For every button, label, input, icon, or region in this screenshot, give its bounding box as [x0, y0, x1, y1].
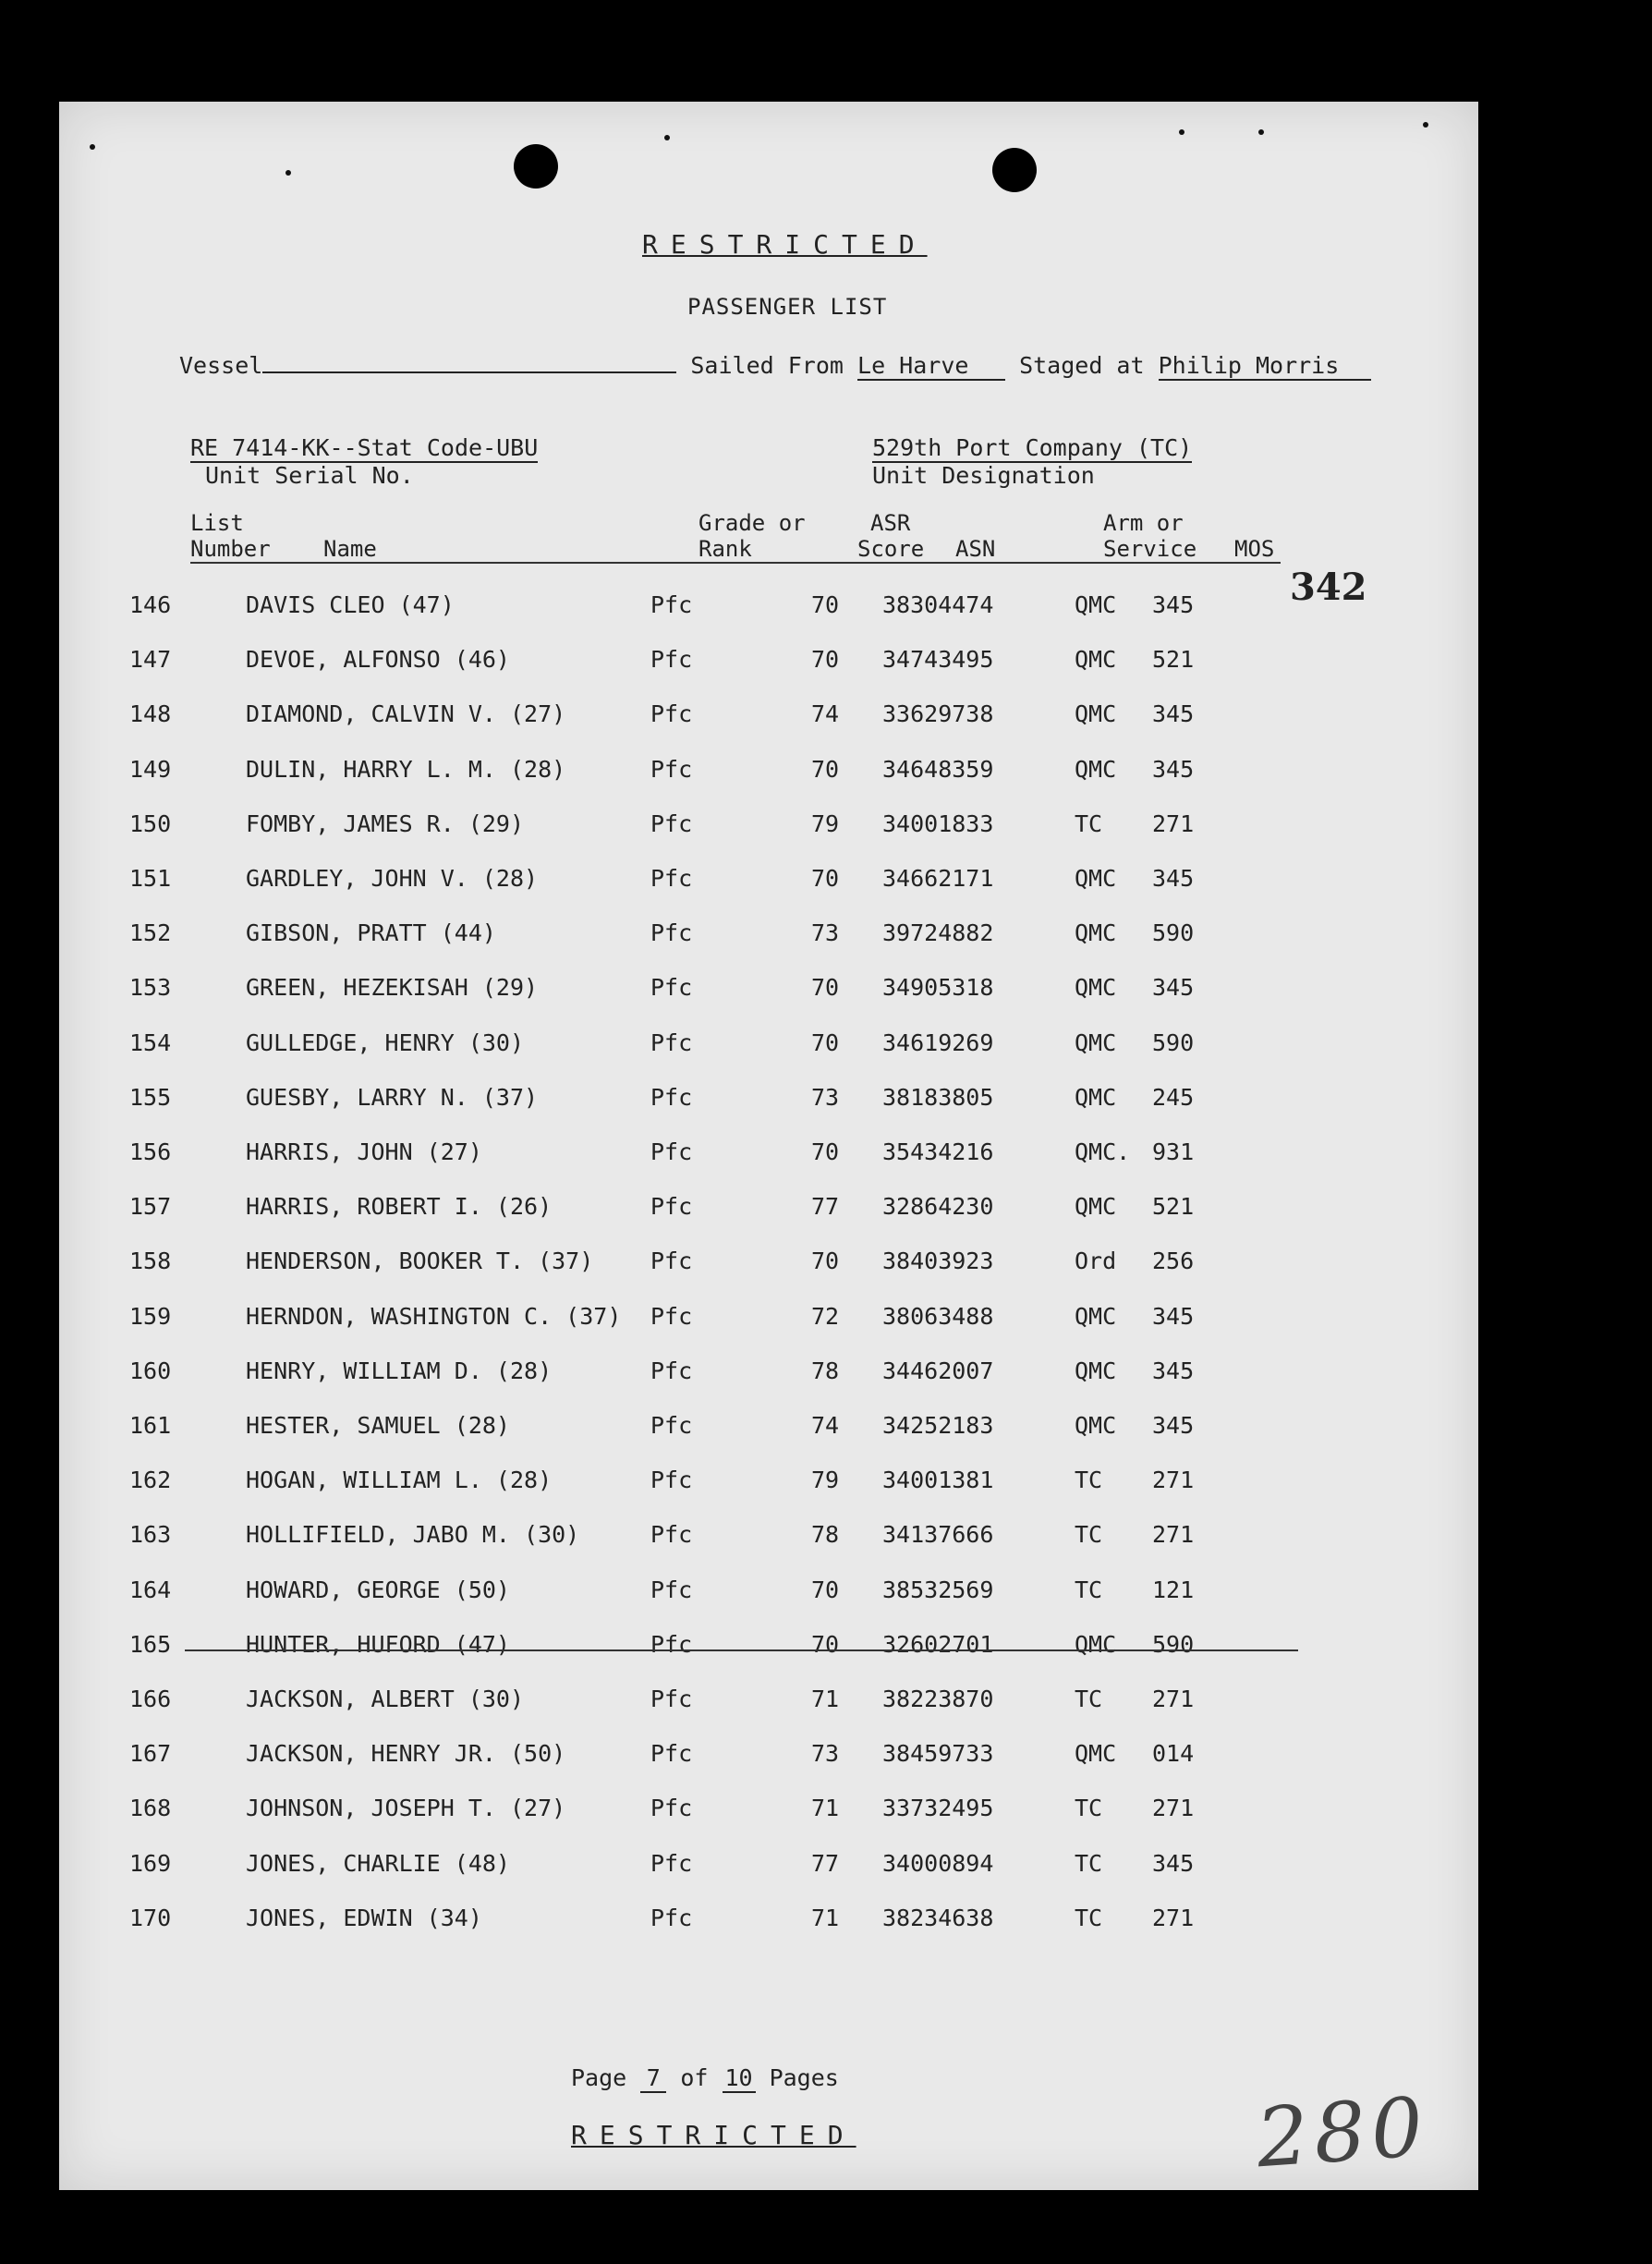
cell-grade: Pfc — [650, 974, 693, 1001]
cell-arm: TC — [1075, 1576, 1103, 1603]
table-row — [0, 810, 1386, 847]
cell-asn: 32602701 — [882, 1631, 994, 1658]
cell-arm: QMC — [1075, 1303, 1117, 1330]
cell-name: HESTER, SAMUEL (28) — [246, 1412, 510, 1439]
cell-name: GUESBY, LARRY N. (37) — [246, 1084, 539, 1111]
cell-asr: 70 — [811, 591, 840, 618]
cell-asr: 70 — [811, 756, 840, 783]
sailed-from-value: Le Harve — [857, 352, 1005, 381]
cell-asn: 38532569 — [882, 1576, 994, 1603]
strikethrough-line — [185, 1649, 1298, 1651]
cell-grade: Pfc — [650, 1412, 693, 1439]
cell-asr: 79 — [811, 810, 840, 837]
cell-num: 159 — [129, 1303, 172, 1330]
vessel-label: Vessel — [179, 352, 263, 379]
cell-grade: Pfc — [650, 1576, 693, 1603]
cell-mos: 345 — [1152, 756, 1195, 783]
handwritten-page-number: 280 — [1253, 2078, 1432, 2186]
cell-arm: QMC — [1075, 1029, 1117, 1056]
cell-asr: 70 — [811, 1248, 840, 1274]
cell-name: GARDLEY, JOHN V. (28) — [246, 865, 539, 892]
page-speck — [664, 135, 670, 140]
cell-num: 155 — [129, 1084, 172, 1111]
cell-grade: Pfc — [650, 1631, 693, 1658]
cell-num: 152 — [129, 919, 172, 946]
cell-asr: 70 — [811, 865, 840, 892]
cell-asn: 38183805 — [882, 1084, 994, 1111]
col-list-number — [190, 510, 271, 562]
table-row — [0, 1905, 1386, 1941]
cell-arm: QMC — [1075, 1412, 1117, 1439]
cell-asr: 71 — [811, 1686, 840, 1712]
cell-asr: 71 — [811, 1795, 840, 1821]
cell-mos: 521 — [1152, 646, 1195, 673]
cell-name: HOGAN, WILLIAM L. (28) — [246, 1467, 553, 1493]
cell-name: JOHNSON, JOSEPH T. (27) — [246, 1795, 566, 1821]
cell-asn: 38403923 — [882, 1248, 994, 1274]
cell-mos: 121 — [1152, 1576, 1195, 1603]
cell-arm: Ord — [1075, 1248, 1117, 1274]
cell-asr: 70 — [811, 1138, 840, 1165]
cell-grade: Pfc — [650, 865, 693, 892]
cell-asr: 73 — [811, 1084, 840, 1111]
cell-num: 149 — [129, 756, 172, 783]
cell-asn: 34648359 — [882, 756, 994, 783]
cell-num: 153 — [129, 974, 172, 1001]
col-asr-line1: ASR — [870, 510, 911, 536]
cell-mos: 590 — [1152, 919, 1195, 946]
cell-arm: TC — [1075, 1905, 1103, 1931]
cell-grade: Pfc — [650, 1303, 693, 1330]
cell-mos: 345 — [1152, 865, 1195, 892]
table-row — [0, 1029, 1386, 1066]
col-list-number-line1: List — [190, 510, 244, 536]
cell-asr: 78 — [811, 1521, 840, 1548]
cell-name: HERNDON, WASHINGTON C. (37) — [246, 1303, 622, 1330]
cell-asr: 70 — [811, 1576, 840, 1603]
cell-arm: QMC — [1075, 646, 1117, 673]
col-arm — [1103, 510, 1196, 562]
cell-grade: Pfc — [650, 1029, 693, 1056]
page-of: of — [680, 2064, 709, 2091]
cell-arm: QMC — [1075, 974, 1117, 1001]
cell-mos: 931 — [1152, 1138, 1195, 1165]
cell-num: 166 — [129, 1686, 172, 1712]
cell-mos: 271 — [1152, 1686, 1195, 1712]
staged-at-value: Philip Morris — [1159, 352, 1371, 381]
cell-grade: Pfc — [650, 1740, 693, 1767]
page-label-prefix: Page — [571, 2064, 627, 2091]
page-speck — [1258, 129, 1264, 135]
cell-name: GULLEDGE, HENRY (30) — [246, 1029, 525, 1056]
cell-name: HUNTER, HUFORD (47) — [246, 1631, 510, 1658]
cell-asn: 38223870 — [882, 1686, 994, 1712]
cell-asr: 70 — [811, 1631, 840, 1658]
cell-asn: 34252183 — [882, 1412, 994, 1439]
cell-arm: QMC. — [1075, 1138, 1131, 1165]
cell-mos: 014 — [1152, 1740, 1195, 1767]
cell-arm: QMC — [1075, 756, 1117, 783]
cell-name: JACKSON, ALBERT (30) — [246, 1686, 525, 1712]
cell-grade: Pfc — [650, 1357, 693, 1384]
table-row — [0, 865, 1386, 902]
cell-mos: 345 — [1152, 700, 1195, 727]
cell-asn: 34905318 — [882, 974, 994, 1001]
col-name: Name — [323, 536, 377, 562]
cell-num: 146 — [129, 591, 172, 618]
col-mos: MOS — [1234, 536, 1275, 562]
table-row — [0, 1357, 1386, 1394]
punch-hole-left — [514, 144, 558, 189]
table-row — [0, 1084, 1386, 1121]
cell-num: 169 — [129, 1850, 172, 1877]
table-row — [0, 1412, 1386, 1449]
cell-asr: 70 — [811, 1029, 840, 1056]
cell-num: 164 — [129, 1576, 172, 1603]
cell-grade: Pfc — [650, 810, 693, 837]
cell-arm: QMC — [1075, 1357, 1117, 1384]
cell-name: DULIN, HARRY L. M. (28) — [246, 756, 566, 783]
col-asr — [857, 510, 924, 562]
table-row — [0, 974, 1386, 1011]
table-row — [0, 1850, 1386, 1887]
cell-name: DEVOE, ALFONSO (46) — [246, 646, 510, 673]
cell-name: HOWARD, GEORGE (50) — [246, 1576, 510, 1603]
cell-arm: TC — [1075, 1795, 1103, 1821]
cell-asn: 35434216 — [882, 1138, 994, 1165]
cell-asn: 33732495 — [882, 1795, 994, 1821]
cell-num: 151 — [129, 865, 172, 892]
cell-mos: 521 — [1152, 1193, 1195, 1220]
table-row — [0, 1795, 1386, 1832]
cell-grade: Pfc — [650, 756, 693, 783]
table-row — [0, 1303, 1386, 1340]
cell-mos: 271 — [1152, 810, 1195, 837]
cell-asr: 78 — [811, 1357, 840, 1384]
table-row — [0, 591, 1386, 628]
cell-mos: 345 — [1152, 1850, 1195, 1877]
cell-num: 160 — [129, 1357, 172, 1384]
restricted-heading-top: RESTRICTED — [642, 229, 928, 260]
table-row — [0, 756, 1386, 793]
cell-asr: 79 — [811, 1467, 840, 1493]
header-rule — [190, 562, 1281, 564]
col-list-number-line2: Number — [190, 536, 271, 562]
cell-arm: QMC — [1075, 865, 1117, 892]
cell-mos: 245 — [1152, 1084, 1195, 1111]
cell-asr: 77 — [811, 1850, 840, 1877]
cell-name: DIAMOND, CALVIN V. (27) — [246, 700, 566, 727]
cell-asn: 34001833 — [882, 810, 994, 837]
punch-hole-right — [992, 148, 1037, 192]
cell-name: HARRIS, ROBERT I. (26) — [246, 1193, 553, 1220]
table-row — [0, 700, 1386, 737]
table-row — [0, 1631, 1386, 1668]
table-row — [0, 1193, 1386, 1230]
col-arm-line2: Service — [1103, 536, 1197, 562]
cell-asn: 32864230 — [882, 1193, 994, 1220]
cell-grade: Pfc — [650, 1905, 693, 1931]
cell-arm: QMC — [1075, 1631, 1117, 1658]
cell-grade: Pfc — [650, 700, 693, 727]
cell-arm: TC — [1075, 1521, 1103, 1548]
cell-asn: 34137666 — [882, 1521, 994, 1548]
cell-mos: 345 — [1152, 1412, 1195, 1439]
page-label-suffix: Pages — [769, 2064, 839, 2091]
unit-designation-label: Unit Designation — [872, 462, 1095, 489]
cell-asr: 77 — [811, 1193, 840, 1220]
cell-arm: QMC — [1075, 591, 1117, 618]
cell-asn: 34662171 — [882, 865, 994, 892]
cell-asr: 73 — [811, 1740, 840, 1767]
cell-asn: 38459733 — [882, 1740, 994, 1767]
cell-asn: 34743495 — [882, 646, 994, 673]
cell-asn: 39724882 — [882, 919, 994, 946]
page-speck — [1423, 122, 1428, 128]
unit-serial-value: RE 7414-KK--Stat Code-UBU — [190, 434, 539, 461]
cell-num: 168 — [129, 1795, 172, 1821]
vessel-value — [262, 351, 676, 373]
sailed-from-label: Sailed From — [690, 352, 844, 379]
passenger-list-title: PASSENGER LIST — [687, 294, 888, 320]
cell-mos: 271 — [1152, 1905, 1195, 1931]
cell-name: JONES, CHARLIE (48) — [246, 1850, 510, 1877]
cell-grade: Pfc — [650, 919, 693, 946]
cell-name: JONES, EDWIN (34) — [246, 1905, 482, 1931]
cell-asr: 71 — [811, 1905, 840, 1931]
cell-mos: 271 — [1152, 1795, 1195, 1821]
cell-num: 163 — [129, 1521, 172, 1548]
cell-arm: TC — [1075, 1467, 1103, 1493]
col-arm-line1: Arm or — [1103, 510, 1184, 536]
cell-num: 162 — [129, 1467, 172, 1493]
page-speck — [285, 170, 291, 176]
cell-num: 157 — [129, 1193, 172, 1220]
page-speck — [1179, 129, 1184, 135]
cell-grade: Pfc — [650, 1138, 693, 1165]
col-asn: ASN — [955, 536, 996, 562]
vessel-line — [179, 351, 1371, 381]
cell-num: 154 — [129, 1029, 172, 1056]
table-row — [0, 1521, 1386, 1558]
cell-mos: 590 — [1152, 1631, 1195, 1658]
cell-name: HARRIS, JOHN (27) — [246, 1138, 482, 1165]
col-grade-line2: Rank — [698, 536, 752, 562]
cell-asn: 34001381 — [882, 1467, 994, 1493]
cell-name: HENDERSON, BOOKER T. (37) — [246, 1248, 594, 1274]
cell-grade: Pfc — [650, 591, 693, 618]
cell-grade: Pfc — [650, 1686, 693, 1712]
cell-asr: 74 — [811, 1412, 840, 1439]
cell-arm: QMC — [1075, 700, 1117, 727]
cell-num: 156 — [129, 1138, 172, 1165]
cell-num: 148 — [129, 700, 172, 727]
cell-mos: 256 — [1152, 1248, 1195, 1274]
cell-grade: Pfc — [650, 1248, 693, 1274]
cell-asn: 34000894 — [882, 1850, 994, 1877]
cell-name: HENRY, WILLIAM D. (28) — [246, 1357, 553, 1384]
table-row — [0, 1467, 1386, 1503]
cell-num: 150 — [129, 810, 172, 837]
col-asr-line2: Score — [857, 536, 925, 562]
cell-arm: QMC — [1075, 1084, 1117, 1111]
unit-serial-label: Unit Serial No. — [205, 462, 414, 489]
page-indicator — [571, 2064, 839, 2093]
table-row — [0, 1138, 1386, 1175]
cell-arm: QMC — [1075, 919, 1117, 946]
cell-asn: 33629738 — [882, 700, 994, 727]
cell-mos: 345 — [1152, 1303, 1195, 1330]
cell-arm: TC — [1075, 810, 1103, 837]
cell-grade: Pfc — [650, 1193, 693, 1220]
cell-asr: 73 — [811, 919, 840, 946]
cell-grade: Pfc — [650, 1521, 693, 1548]
cell-name: GREEN, HEZEKISAH (29) — [246, 974, 539, 1001]
cell-asr: 72 — [811, 1303, 840, 1330]
cell-grade: Pfc — [650, 1467, 693, 1493]
cell-num: 165 — [129, 1631, 172, 1658]
cell-name: JACKSON, HENRY JR. (50) — [246, 1740, 566, 1767]
table-row — [0, 1248, 1386, 1284]
staged-at-label: Staged at — [1019, 352, 1145, 379]
table-row — [0, 1740, 1386, 1777]
cell-num: 167 — [129, 1740, 172, 1767]
col-grade-line1: Grade or — [698, 510, 806, 536]
table-row — [0, 919, 1386, 956]
col-grade — [698, 510, 806, 562]
unit-designation-value: 529th Port Company (TC) — [872, 434, 1193, 461]
cell-asn: 38304474 — [882, 591, 994, 618]
table-row — [0, 646, 1386, 683]
cell-mos: 271 — [1152, 1521, 1195, 1548]
cell-arm: TC — [1075, 1850, 1103, 1877]
cell-grade: Pfc — [650, 1795, 693, 1821]
page-total: 10 — [723, 2064, 756, 2093]
cell-name: GIBSON, PRATT (44) — [246, 919, 496, 946]
page-current: 7 — [640, 2064, 666, 2093]
cell-asn: 38063488 — [882, 1303, 994, 1330]
cell-asr: 70 — [811, 974, 840, 1001]
cell-num: 158 — [129, 1248, 172, 1274]
cell-num: 161 — [129, 1412, 172, 1439]
cell-grade: Pfc — [650, 1084, 693, 1111]
cell-name: FOMBY, JAMES R. (29) — [246, 810, 525, 837]
cell-name: HOLLIFIELD, JABO M. (30) — [246, 1521, 580, 1548]
cell-asn: 38234638 — [882, 1905, 994, 1931]
table-row — [0, 1576, 1386, 1613]
stamp-number: 342 — [1290, 566, 1367, 609]
page-speck — [90, 144, 95, 150]
table-row — [0, 1686, 1386, 1722]
cell-asr: 70 — [811, 646, 840, 673]
cell-arm: TC — [1075, 1686, 1103, 1712]
cell-grade: Pfc — [650, 646, 693, 673]
cell-mos: 345 — [1152, 1357, 1195, 1384]
cell-mos: 271 — [1152, 1467, 1195, 1493]
cell-mos: 345 — [1152, 591, 1195, 618]
cell-arm: QMC — [1075, 1740, 1117, 1767]
cell-arm: QMC — [1075, 1193, 1117, 1220]
restricted-heading-bottom: RESTRICTED — [571, 2120, 856, 2150]
cell-mos: 590 — [1152, 1029, 1195, 1056]
cell-asn: 34619269 — [882, 1029, 994, 1056]
cell-mos: 345 — [1152, 974, 1195, 1001]
cell-num: 170 — [129, 1905, 172, 1931]
cell-num: 147 — [129, 646, 172, 673]
cell-name: DAVIS CLEO (47) — [246, 591, 455, 618]
cell-grade: Pfc — [650, 1850, 693, 1877]
cell-asr: 74 — [811, 700, 840, 727]
cell-asn: 34462007 — [882, 1357, 994, 1384]
